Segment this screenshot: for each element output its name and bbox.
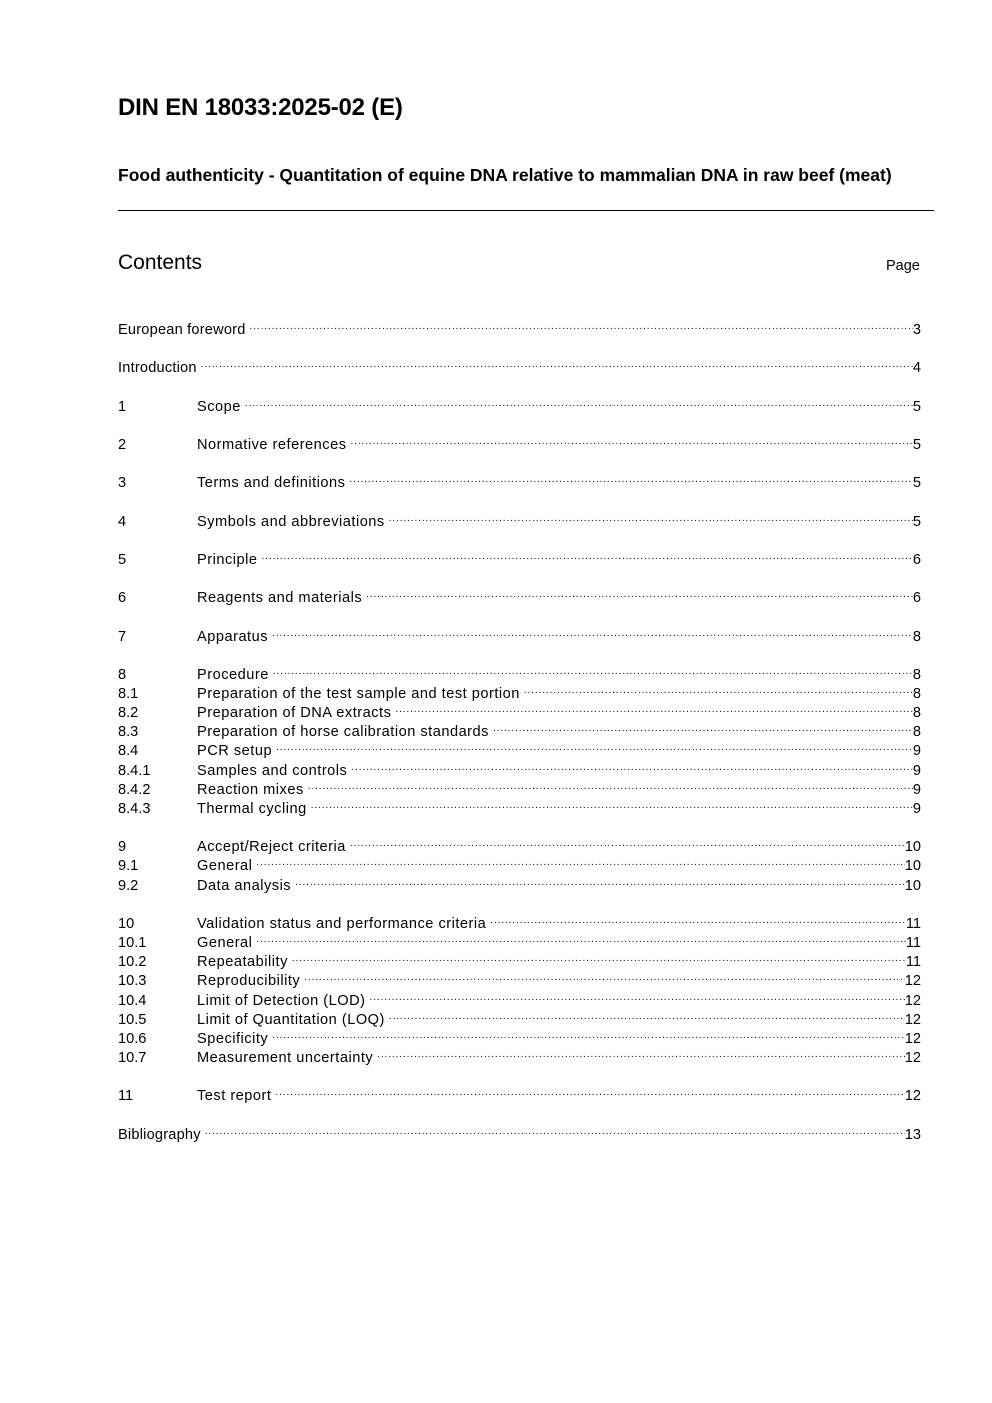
toc-dot-leader xyxy=(292,947,906,966)
toc-entry-number: 8.3 xyxy=(118,724,139,740)
toc-entry-number: 2 xyxy=(118,437,127,453)
toc-entry[interactable] xyxy=(118,717,921,740)
toc-entry-page: 5 xyxy=(912,514,921,530)
toc-entry-title: General xyxy=(197,858,253,874)
toc-entry-title: Terms and definitions xyxy=(197,475,346,491)
toc-dot-leader xyxy=(205,1120,905,1139)
toc-entry-page: 9 xyxy=(912,763,921,779)
toc-entry[interactable] xyxy=(118,1081,921,1104)
toc-entry-title: PCR setup xyxy=(197,743,273,759)
toc-entry-title: Bibliography xyxy=(118,1127,201,1143)
document-title: Food authenticity - Quantitation of equine DNA relative to mammalian DNA in raw beef (meat) xyxy=(118,165,892,185)
toc-entry-number: 8.4 xyxy=(118,743,139,759)
toc-dot-leader xyxy=(524,679,913,698)
toc-entry-title: General xyxy=(197,935,253,951)
toc-entry-page: 9 xyxy=(912,782,921,798)
toc-dot-leader xyxy=(493,717,913,736)
toc-dot-leader xyxy=(395,698,912,717)
toc-dot-leader xyxy=(295,871,905,890)
toc-entry-page: 8 xyxy=(912,686,921,702)
toc-entry-title: Reagents and materials xyxy=(197,590,363,606)
title-underline xyxy=(118,210,934,211)
toc-dot-leader xyxy=(256,851,904,870)
toc-entry-number: 10 xyxy=(118,916,135,932)
toc-dot-leader xyxy=(490,909,906,928)
toc-entry-page: 12 xyxy=(904,993,921,1009)
toc-entry-title: Data analysis xyxy=(197,878,292,894)
toc-entry[interactable] xyxy=(118,392,921,415)
toc-entry[interactable] xyxy=(118,928,921,951)
toc-entry-title: Measurement uncertainty xyxy=(197,1050,374,1066)
toc-entry-page: 8 xyxy=(912,667,921,683)
toc-entry[interactable] xyxy=(118,986,921,1009)
toc-entry[interactable] xyxy=(118,909,921,932)
toc-entry-number: 8.4.3 xyxy=(118,801,151,817)
toc-entry-page: 9 xyxy=(912,801,921,817)
toc-entry-page: 10 xyxy=(904,839,921,855)
toc-dot-leader xyxy=(389,1005,905,1024)
toc-entry-title: Limit of Detection (LOD) xyxy=(197,993,366,1009)
toc-dot-leader xyxy=(276,736,913,755)
toc-dot-leader xyxy=(261,545,912,564)
toc-entry[interactable] xyxy=(118,1043,921,1066)
toc-entry[interactable] xyxy=(118,966,921,989)
toc-entry-title: Limit of Quantitation (LOQ) xyxy=(197,1012,385,1028)
toc-entry-title: European foreword xyxy=(118,322,246,338)
toc-entry-title: Apparatus xyxy=(197,629,269,645)
toc-entry-number: 8.4.1 xyxy=(118,763,151,779)
toc-entry[interactable] xyxy=(118,679,921,702)
toc-entry-page: 12 xyxy=(904,1088,921,1104)
toc-entry[interactable] xyxy=(118,1005,921,1028)
toc-entry-page: 9 xyxy=(912,743,921,759)
toc-entry[interactable] xyxy=(118,353,921,376)
toc-entry-number: 9.2 xyxy=(118,878,139,894)
toc-entry-page: 6 xyxy=(912,590,921,606)
toc-entry[interactable] xyxy=(118,430,921,453)
toc-entry-page: 6 xyxy=(912,552,921,568)
toc-dot-leader xyxy=(311,794,913,813)
toc-entry-page: 10 xyxy=(904,858,921,874)
toc-entry-number: 5 xyxy=(118,552,127,568)
toc-entry-number: 10.5 xyxy=(118,1012,147,1028)
toc-entry-page: 5 xyxy=(912,437,921,453)
toc-entry-page: 12 xyxy=(904,1031,921,1047)
toc-entry-title: Preparation of horse calibration standards xyxy=(197,724,489,740)
toc-dot-leader xyxy=(370,986,905,1005)
toc-dot-leader xyxy=(351,756,913,775)
toc-entry-number: 10.6 xyxy=(118,1031,147,1047)
toc-entry-number: 10.1 xyxy=(118,935,147,951)
toc-entry-number: 8.1 xyxy=(118,686,139,702)
toc-entry-title: Specificity xyxy=(197,1031,269,1047)
toc-entry-number: 9 xyxy=(118,839,127,855)
toc-dot-leader xyxy=(272,1024,905,1043)
toc-entry-page: 13 xyxy=(904,1127,921,1143)
toc-entry-title: Reproducibility xyxy=(197,973,301,989)
toc-dot-leader xyxy=(366,583,913,602)
toc-entry-page: 10 xyxy=(904,878,921,894)
toc-dot-leader xyxy=(272,622,913,641)
toc-entry-title: Reaction mixes xyxy=(197,782,304,798)
toc-entry-title: Scope xyxy=(197,399,241,415)
toc-dot-leader xyxy=(377,1043,905,1062)
toc-dot-leader xyxy=(350,832,905,851)
toc-dot-leader xyxy=(256,928,905,947)
toc-entry-page: 12 xyxy=(904,973,921,989)
toc-entry[interactable] xyxy=(118,660,921,683)
toc-entry-number: 10.7 xyxy=(118,1050,147,1066)
contents-heading: Contents xyxy=(118,251,203,274)
toc-entry[interactable] xyxy=(118,775,921,798)
toc-dot-leader xyxy=(245,392,913,411)
toc-entry-page: 11 xyxy=(905,954,921,970)
toc-entry-number: 10.4 xyxy=(118,993,147,1009)
toc-entry[interactable] xyxy=(118,1120,921,1143)
toc-entry[interactable] xyxy=(118,851,921,874)
toc-entry-title: Test report xyxy=(197,1088,272,1104)
toc-entry-page: 12 xyxy=(904,1012,921,1028)
toc-entry[interactable] xyxy=(118,832,921,855)
toc-entry-number: 1 xyxy=(118,399,127,415)
toc-entry[interactable] xyxy=(118,468,921,491)
toc-entry-title: Normative references xyxy=(197,437,347,453)
toc-entry[interactable] xyxy=(118,315,921,338)
toc-entry[interactable] xyxy=(118,794,921,817)
toc-entry-number: 8 xyxy=(118,667,127,683)
toc-entry[interactable] xyxy=(118,947,921,970)
toc-entry-title: Procedure xyxy=(197,667,269,683)
toc-entry-number: 8.4.2 xyxy=(118,782,151,798)
toc-entry-number: 3 xyxy=(118,475,127,491)
toc-entry-number: 4 xyxy=(118,514,127,530)
toc-entry-number: 7 xyxy=(118,629,127,645)
toc-dot-leader xyxy=(349,468,912,487)
toc-entry[interactable] xyxy=(118,871,921,894)
toc-entry[interactable] xyxy=(118,736,921,759)
toc-entry-title: Repeatability xyxy=(197,954,288,970)
toc-entry-number: 6 xyxy=(118,590,127,606)
toc-entry-number: 9.1 xyxy=(118,858,139,874)
toc-entry-title: Preparation of DNA extracts xyxy=(197,705,392,721)
toc-entry-title: Samples and controls xyxy=(197,763,348,779)
toc-entry[interactable] xyxy=(118,1024,921,1047)
toc-entry-title: Accept/Reject criteria xyxy=(197,839,346,855)
toc-entry-number: 10.2 xyxy=(118,954,147,970)
toc-dot-leader xyxy=(273,660,913,679)
toc-entry-title: Principle xyxy=(197,552,258,568)
toc-entry-title: Validation status and performance criteria xyxy=(197,916,487,932)
toc-entry-page: 12 xyxy=(904,1050,921,1066)
toc-entry-number: 8.2 xyxy=(118,705,139,721)
toc-entry-title: Introduction xyxy=(118,360,197,376)
toc-entry-number: 10.3 xyxy=(118,973,147,989)
toc-entry-page: 3 xyxy=(912,322,921,338)
toc-entry-page: 8 xyxy=(912,629,921,645)
toc-dot-leader xyxy=(250,315,913,334)
toc-entry-page: 11 xyxy=(905,916,921,932)
document-id: DIN EN 18033:2025-02 (E) xyxy=(118,94,403,121)
toc-entry[interactable] xyxy=(118,545,921,568)
toc-dot-leader xyxy=(201,353,913,372)
toc-dot-leader xyxy=(389,507,913,526)
toc-dot-leader xyxy=(308,775,913,794)
toc-entry[interactable] xyxy=(118,622,921,645)
toc-entry[interactable] xyxy=(118,756,921,779)
toc-entry-number: 11 xyxy=(118,1088,134,1104)
toc-entry-title: Symbols and abbreviations xyxy=(197,514,385,530)
toc-entry-page: 8 xyxy=(912,724,921,740)
toc-entry-page: 4 xyxy=(912,360,921,376)
toc-entry-page: 5 xyxy=(912,399,921,415)
toc-entry-page: 8 xyxy=(912,705,921,721)
toc-dot-leader xyxy=(304,966,905,985)
toc-entry[interactable] xyxy=(118,507,921,530)
toc-entry-page: 11 xyxy=(905,935,921,951)
toc-entry[interactable] xyxy=(118,698,921,721)
toc-dot-leader xyxy=(275,1081,904,1100)
toc-entry-title: Thermal cycling xyxy=(197,801,307,817)
toc-entry[interactable] xyxy=(118,583,921,606)
toc-dot-leader xyxy=(351,430,913,449)
toc-entry-page: 5 xyxy=(912,475,921,491)
toc-entry-title: Preparation of the test sample and test portion xyxy=(197,686,520,702)
page-column-heading: Page xyxy=(886,258,920,274)
